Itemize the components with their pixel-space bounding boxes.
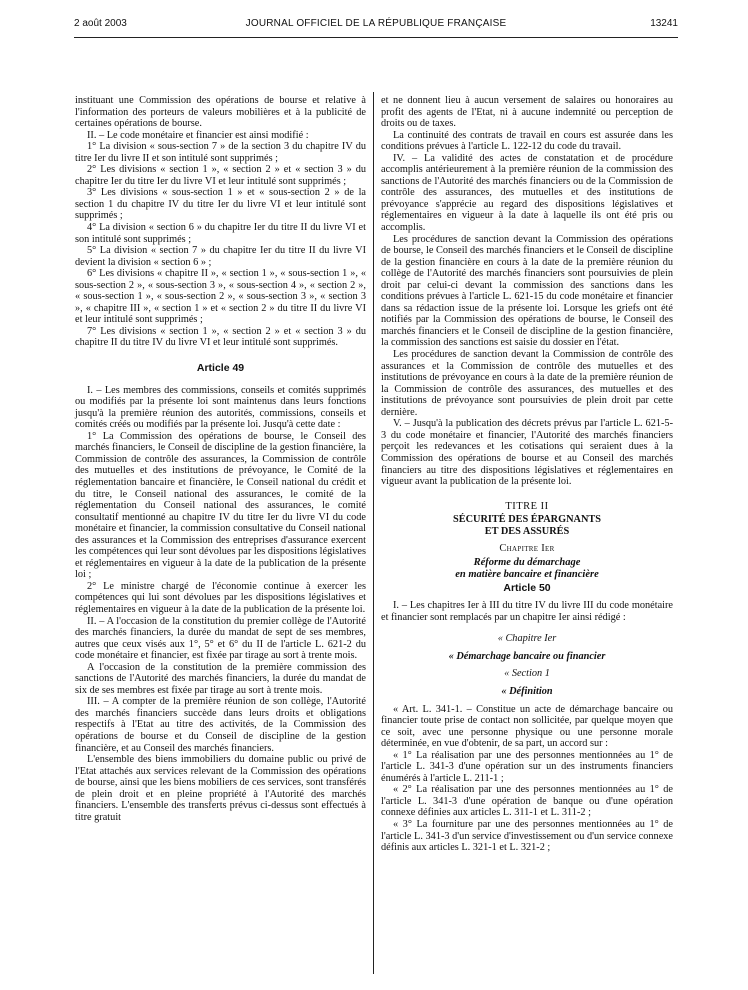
paragraph: A l'occasion de la constitution de la première commission des sanctions de l'Autorité des marchés financiers, la durée du mandat de six de ses membres est fixée par tirage au sort à trente mois.: [75, 661, 366, 696]
chapitre-title: Réforme du démarchage: [473, 556, 581, 568]
paragraph: I. – Les membres des commissions, conseils et comités supprimés ou modifiés par la présente loi sont maintenus dans leurs fonctions jusqu'à la première réunion des autorités, commissions, conseils et comités créés ou modifiés par la présente loi. Jusqu'à cette date :: [75, 384, 366, 431]
paragraph: II. – A l'occasion de la constitution du premier collège de l'Autorité des marchés financiers, la durée du mandat de sept de ses membres, autres que ceux visés aux 1°, 5° et 6° du II de l'article L. 621-2 du code monétaire et financier, est fixée par tirage au sort à trente mois.: [75, 615, 366, 662]
paragraph: I. – Les chapitres Ier à III du titre IV du livre III du code monétaire et financier sont remplacés par un chapitre Ier ainsi rédigé :: [381, 600, 673, 623]
titre-subtitle: SÉCURITÉ DES ÉPARGNANTS: [452, 514, 601, 526]
chapitre-heading: [381, 543, 673, 555]
paragraph: II. – Le code monétaire et financier est ainsi modifié :: [87, 129, 309, 141]
paragraph: 2° Les divisions « section 1 », « section 2 » et « section 3 » du chapitre Ier du titre Ier du livre VI et leur intitulé sont supprimés ;: [75, 164, 366, 187]
paragraph: 1° La Commission des opérations de bourse, le Conseil des marchés financiers, le Conseil de discipline de la gestion financière, la Commission de contrôle des assurances, la Commission de contrôle des mutuelles et des institutions de prévoyance, le Comité de la réglementation bancaire et financière, le Conseil national du crédit et du titre, le Conseil national des assurances, le comité de la réglementation du Conseil national des assurances, le comité consultatif mentionné au chapitre IV du titre Ier du livre VI du code monétaire et financier, la commission consultative du Conseil national des assurances et la Commission des entreprises d'assurance exercent les compétences qui leur sont dévolues par les dispositions législatives et réglementaires en vigueur à la date de la publication de la présente loi ;: [75, 430, 366, 581]
column-divider: [373, 92, 374, 974]
page-number: 13241: [650, 18, 678, 29]
quoted-chapter-title: « Démarchage bancaire ou financier: [448, 650, 606, 662]
article-49-heading: Article 49: [196, 362, 245, 375]
header-rule: [74, 37, 678, 38]
page-header: [74, 18, 678, 32]
quoted-chapter-heading: « Chapitre Ier: [497, 633, 557, 645]
paragraph: Les procédures de sanction devant la Commission des opérations de bourse, le Conseil des marchés financiers et le Conseil de discipline de la gestion financière en cours à la date de la première réunion du collège de l'Autorité des marchés financiers sont poursuivies de plein droit par celui-ci devant la commission des sanctions dans les conditions prévues à l'article L. 621-15 du code monétaire et financier dans sa rédaction issue de la présente loi. Lorsque les griefs ont été notifiés par la Commission des opérations de bourse, le Conseil des marchés financiers et le Conseil de discipline de la gestion financière, la commission des sanctions est saisie du dossier en l'état.: [381, 233, 673, 349]
paragraph: 4° La division « section 6 » du chapitre Ier du titre II du livre VI et son intitulé sont supprimés ;: [75, 222, 366, 245]
paragraph: 6° Les divisions « chapitre II », « section 1 », « sous-section 1 », « sous-section 2 », « sous-section 3 », « sous-section 4 », « section 2 », « sous-section 1 », « sous-section 2 », « sous-section 3 », « section 3 », « chapitre III », « section 1 » et « section 2 » du titre II du livre VI et leur intitulé sont supprimés ;: [75, 268, 366, 326]
paragraph: 7° Les divisions « section 1 », « section 2 » et « section 3 » du chapitre II du titre IV du livre VI et leur intitulé sont supprimés.: [75, 325, 366, 349]
paragraph: 2° Le ministre chargé de l'économie continue à exercer les compétences qui lui sont dévolues par les dispositions législatives et réglementaires en vigueur à la date de la publication de la présente loi.: [75, 580, 366, 615]
left-column: [75, 95, 366, 823]
paragraph: V. – Jusqu'à la publication des décrets prévus par l'article L. 621-5-3 du code monétaire et financier, l'Autorité des marchés financiers perçoit les redevances et les cotisations qui seraient dues à la Commission des opérations de bourse et au Conseil des marchés financiers au titre des dispositions législatives et réglementaires en vigueur avant la publication de la présente loi.: [381, 418, 673, 488]
quoted-section-title: « Définition: [501, 685, 553, 697]
right-column: [381, 95, 673, 854]
paragraph: La continuité des contrats de travail en cours est assurée dans les conditions prévues à l'article L. 122-12 du code du travail.: [381, 129, 673, 153]
paragraph: instituant une Commission des opérations de bourse et relative à l'information des porteurs de valeurs mobilières et à la publicité de certaines opérations de bourse.: [75, 95, 366, 130]
paragraph: « 2° La réalisation par une des personnes mentionnées au 1° de l'article L. 341-3 d'une opération de banque ou d'une opération connexe définies aux articles L. 311-1 et L. 311-2 ;: [381, 784, 673, 819]
paragraph: « 3° La fourniture par une des personnes mentionnées au 1° de l'article L. 341-3 d'un service d'investissement ou d'un service connexe définis aux articles L. 321-1 et L. 321-2 ;: [381, 818, 673, 854]
chapitre-label: Chapitre Ier: [499, 543, 555, 555]
paragraph: 3° Les divisions « sous-section 1 » et « sous-section 2 » de la section 1 du chapitre IV du titre Ier du livre VI et leur intitulé sont supprimés ;: [75, 187, 366, 222]
paragraph: L'ensemble des biens immobiliers du domaine public ou privé de l'Etat attachés aux services relevant de la Commission des opérations de bourse, ainsi que les biens mobiliers de ces services, sont transférés de plein droit et en pleine propriété à l'Autorité des marchés financiers. L'ensemble des transferts prévus ci-dessus sont effectués à titre gratuit: [75, 754, 366, 823]
titre-subtitle: ET DES ASSURÉS: [484, 526, 570, 538]
paragraph: « 1° La réalisation par une des personnes mentionnées au 1° de l'article L. 341-3 d'une opération sur un des instruments financiers énumérés à l'article L. 211-1 ;: [381, 749, 673, 784]
paragraph: III. – A compter de la première réunion de son collège, l'Autorité des marchés financiers succède dans leurs droits et obligations respectifs à l'Etat au titre des activités, de la Commission des opérations de bourse et du Conseil de discipline de la gestion financière, et au Conseil des marchés financiers.: [75, 696, 366, 754]
paragraph: « Art. L. 341-1. – Constitue un acte de démarchage bancaire ou financier toute prise de contact non sollicitée, par quelque moyen que ce soit, avec une personne physique ou une personne morale déterminée, en vue d'obtenir, de sa part, un accord sur :: [381, 703, 673, 750]
paragraph: 1° La division « sous-section 7 » de la section 3 du chapitre IV du titre Ier du livre II et son intitulé sont supprimés ;: [75, 141, 366, 164]
quoted-section-heading: « Section 1: [504, 668, 550, 680]
chapitre-title: en matière bancaire et financière: [455, 568, 599, 580]
paragraph: Les procédures de sanction devant la Commission de contrôle des assurances et la Commission de contrôle des mutuelles et des institutions de prévoyance en cours à la date de la première réunion de la Commission de contrôle des assurances, des mutuelles et des institutions de prévoyance sont poursuivies de plein droit par cette dernière.: [381, 349, 673, 418]
header-date: 2 août 2003: [74, 18, 127, 29]
paragraph: et ne donnent lieu à aucun versement de salaires ou honoraires au profit des agents de l'Etat, ni à aucune indemnité ou perception de droits ou de taxes.: [381, 95, 673, 130]
journal-title: JOURNAL OFFICIEL DE LA RÉPUBLIQUE FRANÇAISE: [245, 18, 507, 29]
paragraph: IV. – La validité des actes de constatation et de procédure accomplis antérieurement à la première réunion de la commission des sanctions de l'Autorité des marchés financiers ou de la Commission de contrôle des assurances, des mutuelles et des institutions de prévoyance s'apprécie au regard des dispositions législatives et réglementaires en vigueur à la date à laquelle ils ont été pris ou accomplis.: [381, 152, 673, 234]
article-50-heading: Article 50: [503, 581, 551, 594]
titre-heading: TITRE II: [505, 500, 549, 512]
paragraph: 5° La division « section 7 » du chapitre Ier du titre II du livre VI devient la division « section 6 » ;: [75, 245, 366, 268]
